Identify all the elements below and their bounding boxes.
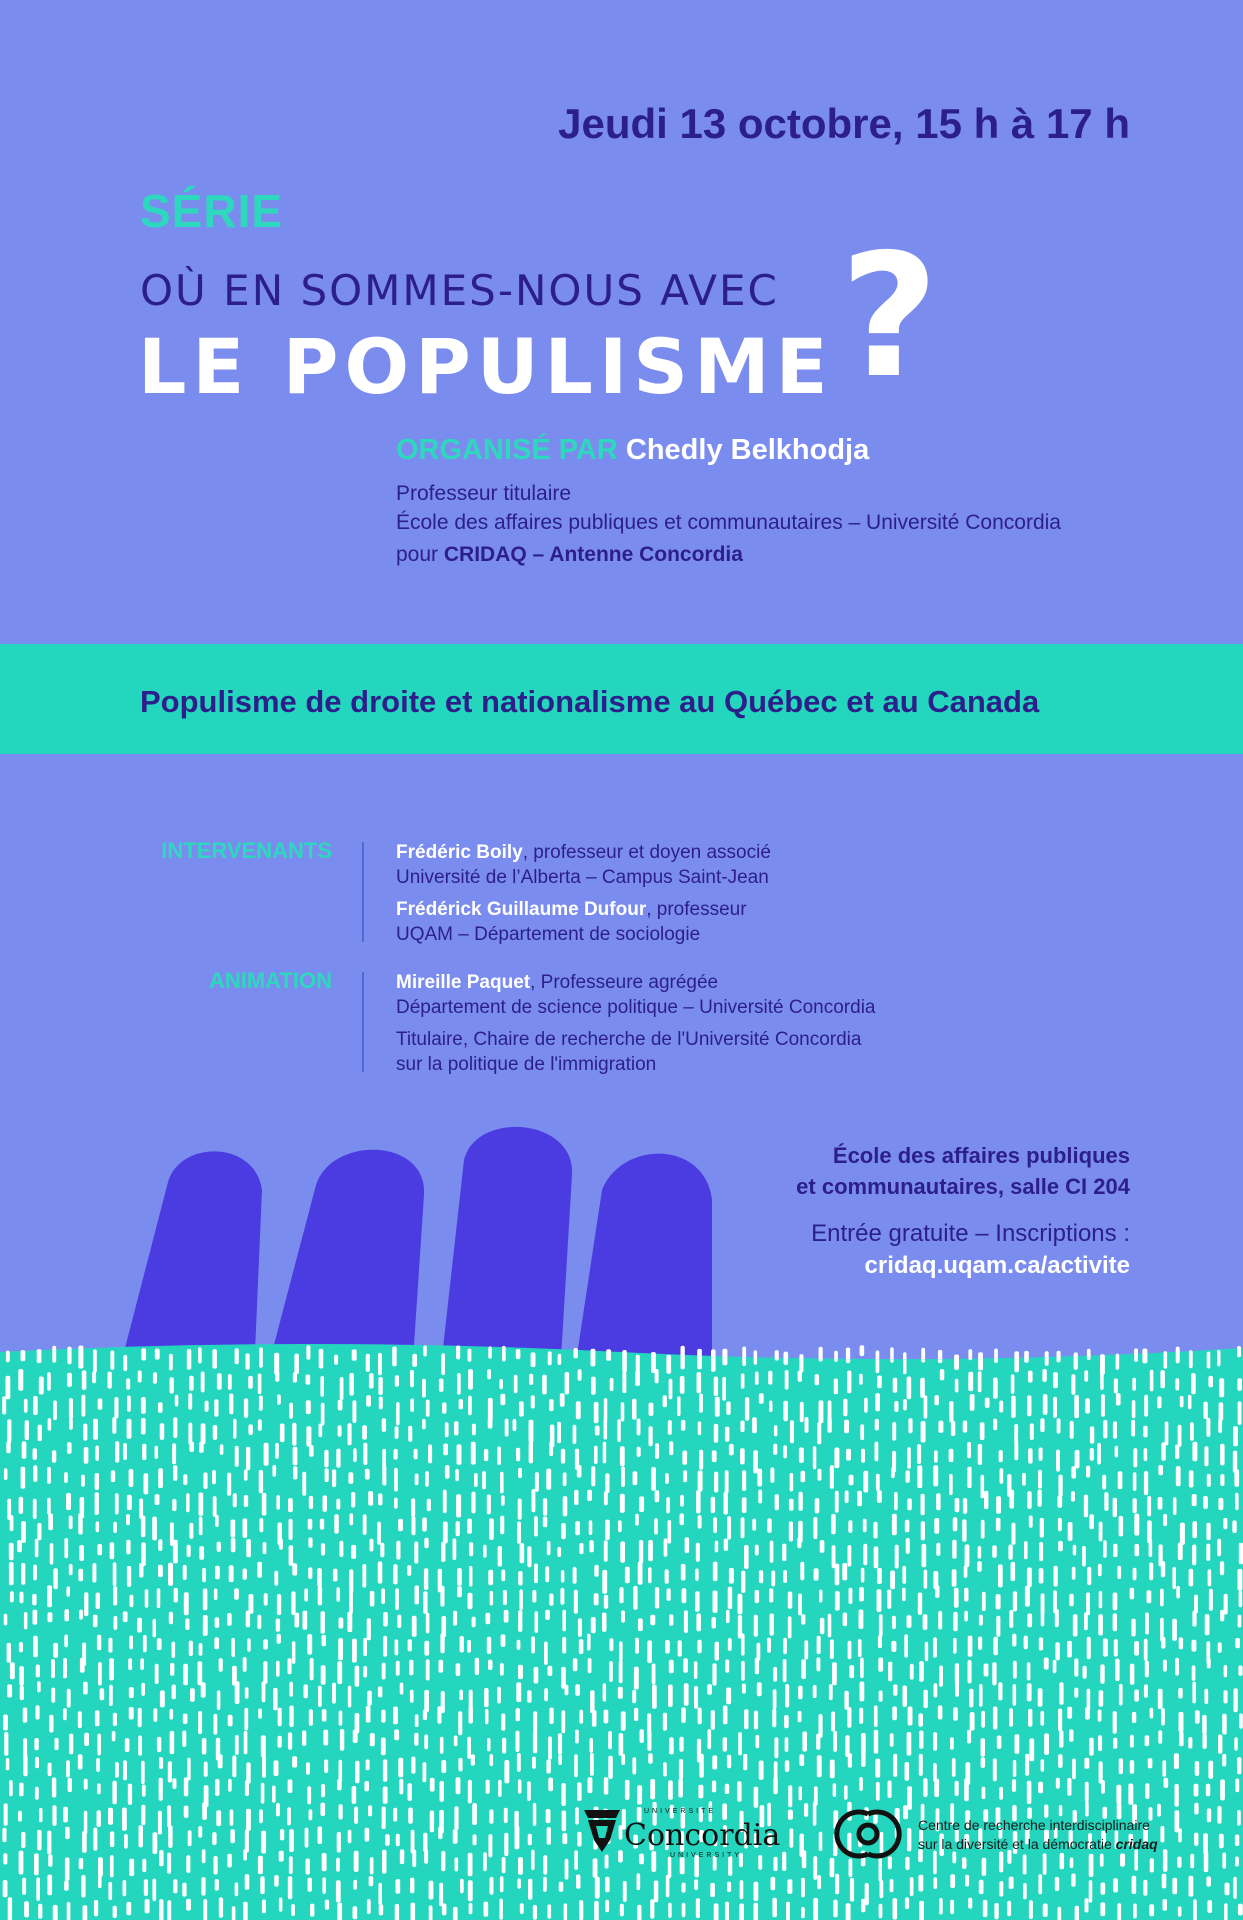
organizer-name: Chedly Belkhodja: [625, 434, 870, 466]
concordia-wordmark: Concordia: [624, 1818, 781, 1853]
serie-label: SÉRIE: [140, 185, 284, 237]
organizer-label: ORGANISÉ PAR: [396, 434, 618, 466]
organizer-for-prefix: pour: [396, 543, 439, 566]
speaker-name: Frédéric Boily: [396, 842, 523, 863]
organizer-role: [396, 479, 1061, 537]
venue-line-1: École des affaires publiques: [832, 1143, 1130, 1168]
title-line-2: LE POPULISME: [138, 322, 834, 411]
speaker-affiliation: UQAM – Département de sociologie: [396, 924, 701, 945]
speaker-2: [396, 897, 747, 947]
cridaq-logo-icon: [832, 1806, 904, 1862]
moderator-chair: [396, 1027, 861, 1077]
cridaq-brand: cridaq: [1115, 1836, 1158, 1852]
concordia-top-text: UNIVERSITÉ: [644, 1808, 717, 1815]
organizer-role-line-2: École des affaires publiques et communautaires – Université Concordia: [396, 511, 1061, 534]
moderator: [396, 970, 875, 1020]
organizer-line: [396, 434, 869, 467]
event-date: Jeudi 13 octobre, 15 h à 17 h: [558, 100, 1130, 147]
speaker-affiliation: Université de l’Alberta – Campus Saint-Jean: [396, 867, 769, 888]
speaker-name: Frédérick Guillaume Dufour: [396, 899, 647, 920]
moderator-title: , Professeure agrégée: [530, 972, 719, 993]
moderator-chair-line-2: sur la politique de l'immigration: [396, 1054, 657, 1075]
section-divider: [362, 842, 364, 942]
animation-label: ANIMATION: [208, 968, 332, 993]
topic-title: Populisme de droite et nationalisme au Québec et au Canada: [140, 684, 1040, 719]
cridaq-line-2: sur la diversité et la démocratie: [918, 1836, 1112, 1852]
intervenants-label: INTERVENANTS: [161, 838, 332, 863]
venue-line-2: et communautaires, salle CI 204: [796, 1174, 1130, 1199]
entry-info: Entrée gratuite – Inscriptions :: [811, 1220, 1130, 1247]
concordia-bottom-text: UNIVERSITY: [670, 1852, 743, 1859]
section-divider: [362, 972, 364, 1072]
question-mark: ?: [840, 218, 939, 416]
moderator-affiliation: Département de science politique – Université Concordia: [396, 997, 876, 1018]
concordia-crest-icon: [580, 1806, 624, 1856]
title-line-1: OÙ EN SOMMES-NOUS AVEC: [140, 266, 779, 315]
organizer-for-org: CRIDAQ – Antenne Concordia: [443, 543, 743, 566]
cridaq-text: [918, 1816, 1158, 1854]
registration-link[interactable]: cridaq.uqam.ca/activite: [864, 1252, 1130, 1279]
moderator-name: Mireille Paquet: [396, 972, 531, 993]
speaker-title: , professeur: [646, 899, 747, 920]
moderator-chair-line-1: Titulaire, Chaire de recherche de l'Université Concordia: [396, 1029, 862, 1050]
organizer-role-line-1: Professeur titulaire: [396, 482, 572, 505]
speaker-1: [396, 840, 771, 890]
venue: [796, 1140, 1130, 1202]
cridaq-line-1: Centre de recherche interdisciplinaire: [918, 1817, 1150, 1833]
speaker-title: , professeur et doyen associé: [522, 842, 771, 863]
organizer-for: [396, 543, 743, 567]
